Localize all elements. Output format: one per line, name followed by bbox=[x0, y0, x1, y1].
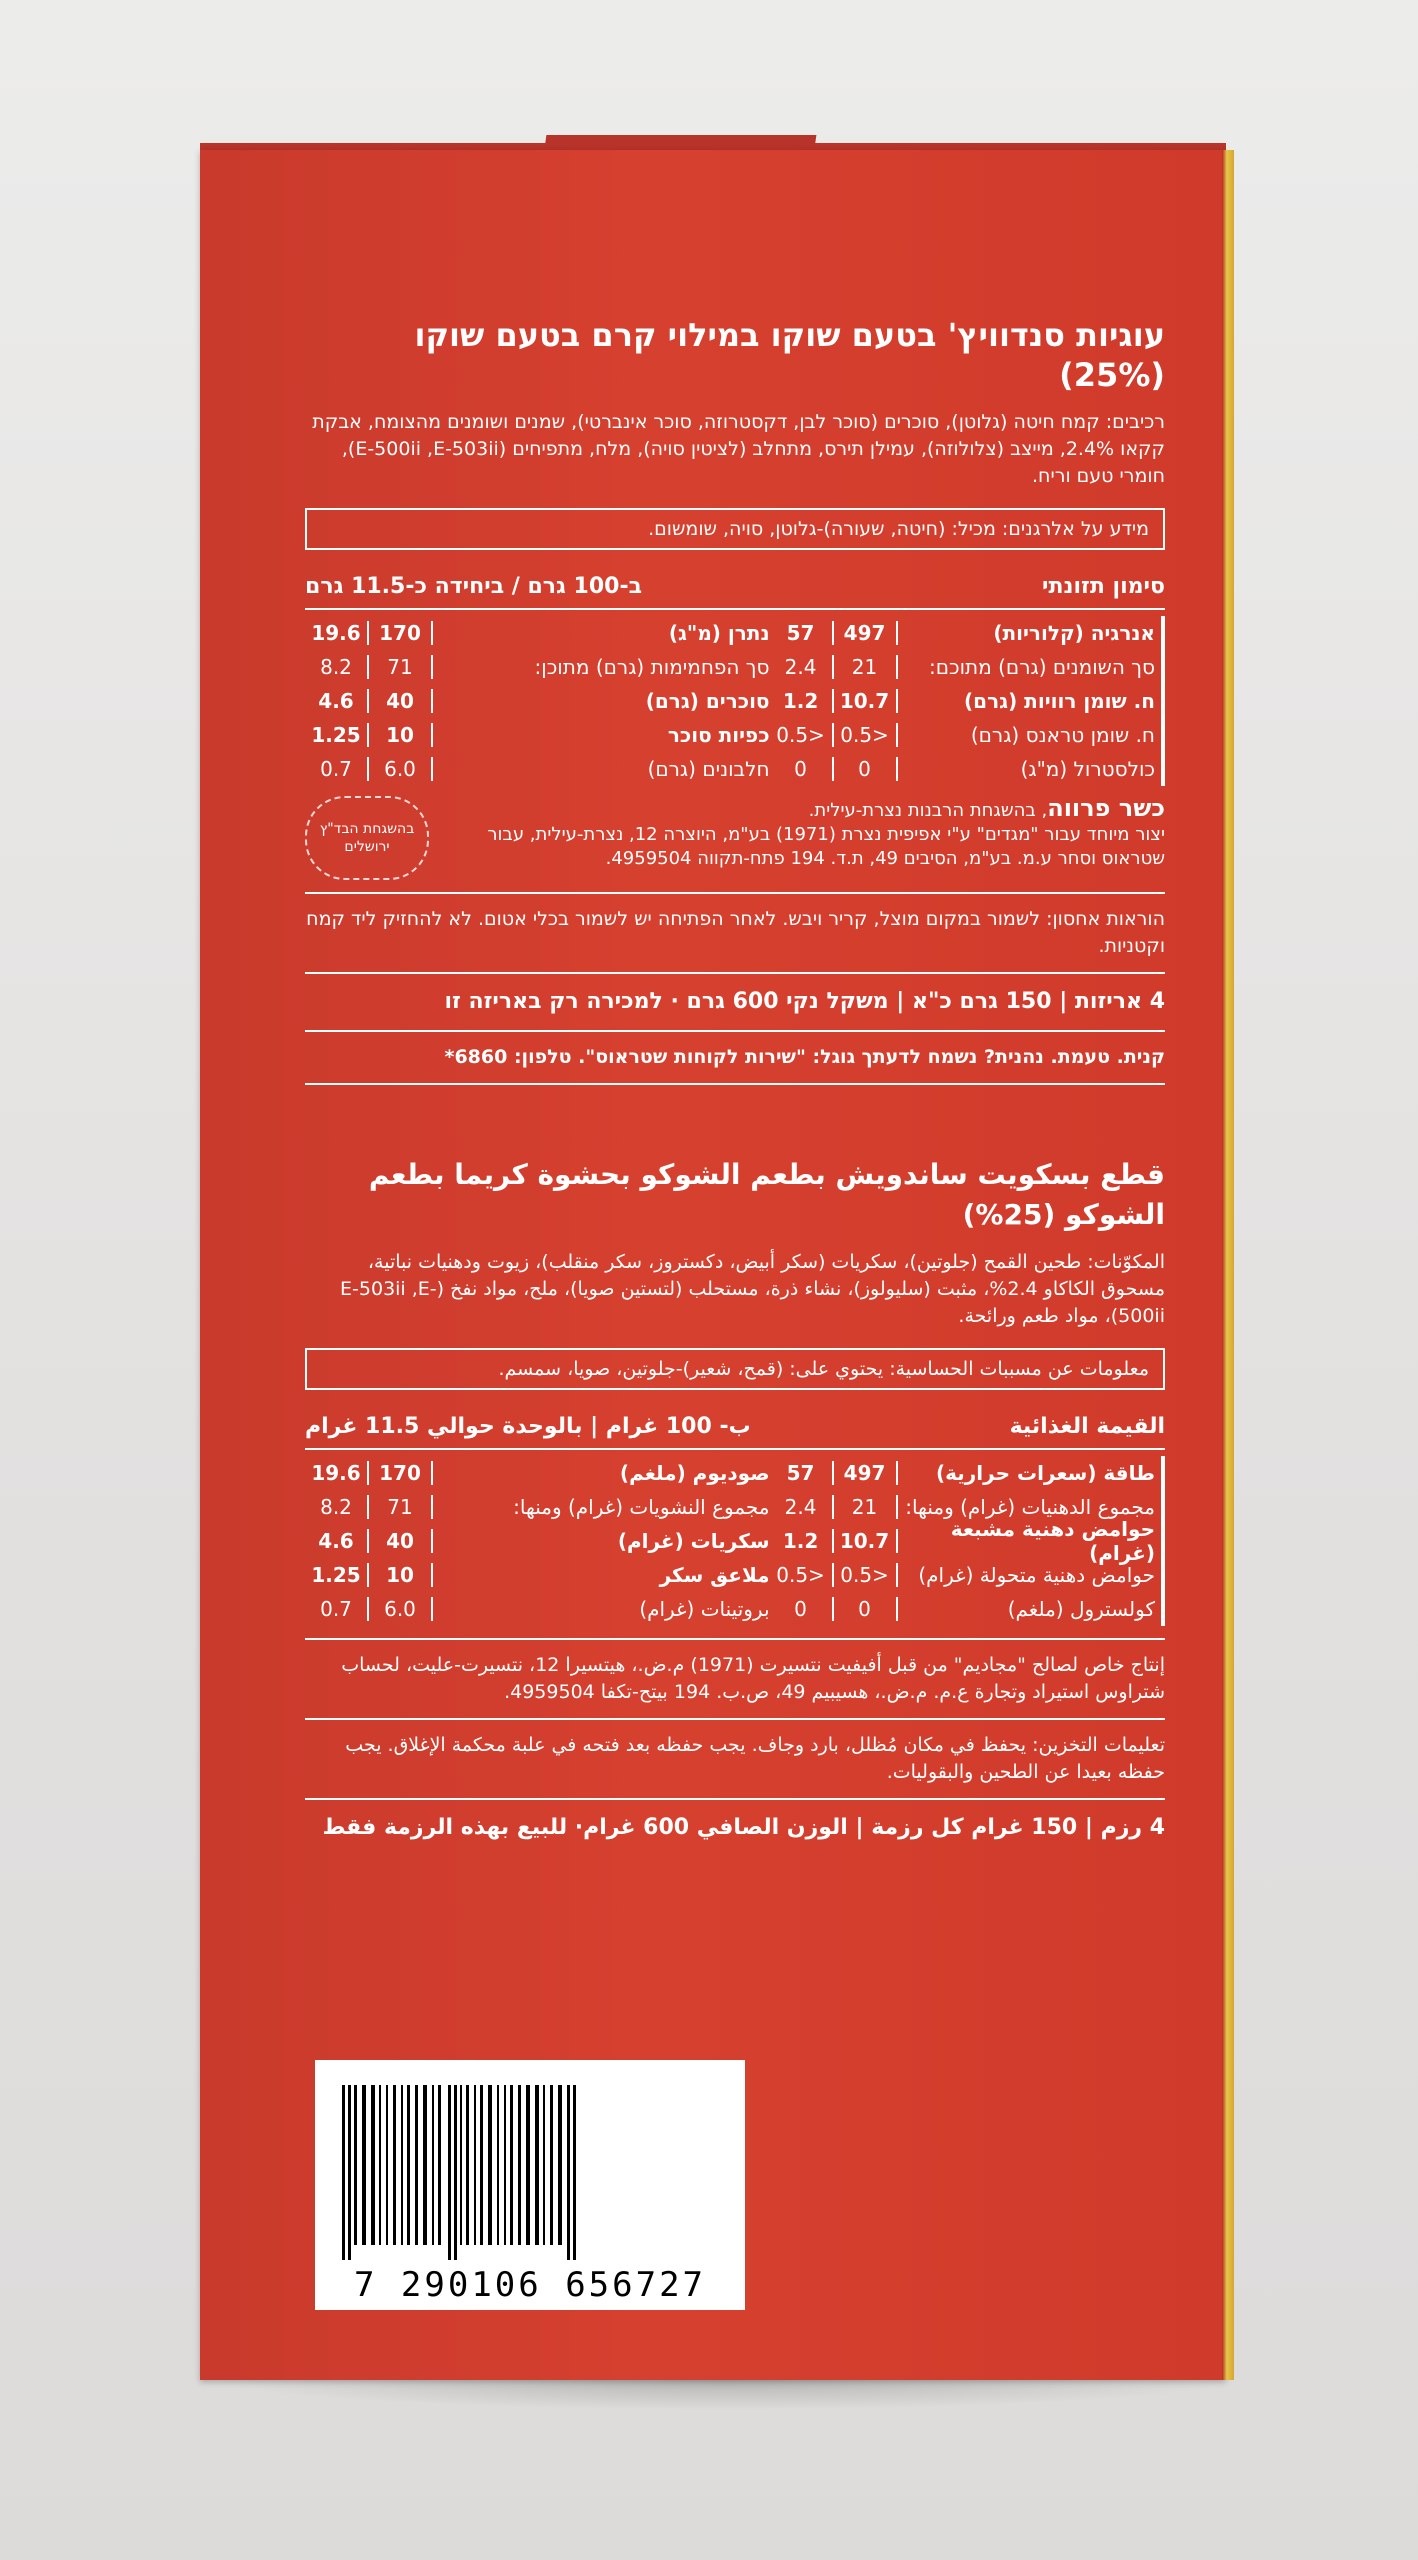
kosher-stamp-icon: בהשגחת הבד"ץ ירושלים bbox=[305, 796, 429, 880]
hebrew-service: קנית. טעמת. נהנית? נשמח לדעתך גוגל: "שירות לקוחות שטראוס". טלפון: 6860* bbox=[444, 1046, 1165, 1068]
barcode bbox=[315, 2060, 745, 2310]
divider bbox=[305, 1638, 1165, 1640]
arabic-storage: تعليمات التخزين: يحفظ في مكان مُظلل، بارد وجاف. يجب حفظه بعد فتحه في علبة محكمة الإغلاق. يجب حفظه بعيدا عن الطحين والبقوليات. bbox=[345, 1734, 1165, 1783]
arabic-title: قطع بسكويت ساندويش بطعم الشوكو بحشوة كريما بطعم الشوكو (25%) bbox=[368, 1158, 1165, 1231]
table-row: אנרגיה (קלוריות) 497 57 bbox=[770, 616, 1155, 650]
hebrew-pack-info: 4 אריזות | 150 גרם כ"א | משקל נקי 600 גרם · למכירה רק באריזה זו bbox=[444, 989, 1165, 1014]
table-row: כולסטרול (מ"ג) 0 0 bbox=[770, 752, 1155, 786]
hebrew-nutrition-right bbox=[770, 616, 1165, 786]
hebrew-nutrition-left bbox=[305, 616, 770, 786]
table-row: כפיות סוכר 10 1.25 bbox=[305, 718, 770, 752]
table-row: سكريات (غرام) 40 4.6 bbox=[305, 1524, 770, 1558]
barcode-number: 7 290106 656727 bbox=[353, 2265, 707, 2305]
arabic-producer: إنتاج خاص لصالح "مجاديم" من قبل أفيفيت نتسيرت (1971) م.ض.، هيتسيرا 12، نتسيرت-عليت، لحساب شتراوس استيراد وتجارة ع.م. م.ض.، هسيبيم 49، ص.ب. 194 بيتح-تكفا 4959504. bbox=[341, 1654, 1165, 1703]
divider bbox=[305, 892, 1165, 894]
table-row: صوديوم (ملغم) 170 19.6 bbox=[305, 1456, 770, 1490]
divider bbox=[305, 1083, 1165, 1085]
table-row: סך השומנים (גרם) מתוכם: 21 2.4 bbox=[770, 650, 1155, 684]
table-row: סוכרים (גרם) 40 4.6 bbox=[305, 684, 770, 718]
arabic-pack-info: 4 رزم | 150 غرام كل رزمة | الوزن الصافي 600 غرام· للبيع بهذه الرزمة فقط bbox=[322, 1815, 1165, 1840]
hebrew-storage: הוראות אחסון: לשמור במקום מוצל, קריר ויבש. לאחר הפתיחה יש לשמור בכלי אטום. לא להחזיק ליד קמח וקטניות. bbox=[306, 908, 1165, 957]
hebrew-title: עוגיות סנדוויץ' בטעם שוקו במילוי קרם בטעם שוקו (25%) bbox=[414, 316, 1165, 394]
hebrew-ingredients: רכיבים: קמח חיטה (גלוטן), סוכרים (סוכר לבן, דקסטרוזה, סוכר אינברטי), שמנים ושומנים מהצומח, אבקת קקאו 2.4%, מייצב (צלולוזה), עמילן תירס, מתחלב (לציטין סויה), מלח, מתפיחים (E-500ii ,E-503ii), חומרי טעם וריח. bbox=[312, 411, 1165, 487]
hebrew-nutrition-title: סימון תזונתי bbox=[1042, 574, 1165, 599]
divider bbox=[305, 1718, 1165, 1720]
label-panel bbox=[305, 315, 1165, 1844]
table-row: ملاعق سكر 10 1.25 bbox=[305, 1558, 770, 1592]
table-row: נתרן (מ"ג) 170 19.6 bbox=[305, 616, 770, 650]
table-row: مجموع الدهنيات (غرام) ومنها: 21 2.4 bbox=[770, 1490, 1155, 1524]
table-row: طاقة (سعرات حرارية) 497 57 bbox=[770, 1456, 1155, 1490]
table-row: ח. שומן רוויות (גרם) 10.7 1.2 bbox=[770, 684, 1155, 718]
table-row: حوامض دهنية متحولة (غرام) <0.5 <0.5 bbox=[770, 1558, 1155, 1592]
arabic-nutrition-units: ب- 100 غرام | بالوحدة حوالي 11.5 غرام bbox=[305, 1414, 751, 1439]
arabic-allergen-box: معلومات عن مسببات الحساسية: يحتوي على: (قمح، شعير)-جلوتين، صويا، سمسم. bbox=[305, 1348, 1165, 1390]
hebrew-nutrition-units: ב-100 גרם / ביחידה כ-11.5 גרם bbox=[305, 574, 643, 599]
arabic-nutrition-table bbox=[305, 1456, 1165, 1626]
divider bbox=[305, 972, 1165, 974]
table-row: حوامض دهنية مشبعة (غرام) 10.7 1.2 bbox=[770, 1524, 1155, 1558]
barcode-bars-icon bbox=[340, 2085, 720, 2260]
hebrew-nutrition-table bbox=[305, 616, 1165, 786]
kosher-title: כשר פרווה bbox=[1047, 794, 1165, 822]
arabic-nutrition-right bbox=[770, 1456, 1165, 1626]
hebrew-producer: יצור מיוחד עבור "מגדים" ע"י אפיפית נצרת (1971) בע"מ, היוצרה 12, נצרת-עילית, עבור שטראוס וסחר ע.מ. בע"מ, הסיבים 49, ת.ד. 194 פתח-תקווה 4959504. bbox=[487, 824, 1165, 869]
arabic-nutrition-left bbox=[305, 1456, 770, 1626]
table-row: ח. שומן טראנס (גרם) <0.5 <0.5 bbox=[770, 718, 1155, 752]
divider bbox=[305, 1798, 1165, 1800]
table-row: بروتينات (غرام) 6.0 0.7 bbox=[305, 1592, 770, 1626]
table-row: مجموع النشويات (غرام) ومنها: 71 8.2 bbox=[305, 1490, 770, 1524]
hebrew-allergen-box: מידע על אלרגנים: מכיל: (חיטה, שעורה)-גלוטן, סויה, שומשום. bbox=[305, 508, 1165, 550]
table-row: חלבונים (גרם) 6.0 0.7 bbox=[305, 752, 770, 786]
arabic-nutrition-header bbox=[305, 1412, 1165, 1450]
kosher-text bbox=[449, 796, 1165, 871]
divider bbox=[305, 1030, 1165, 1032]
kosher-subtitle: , בהשגחת הרבנות נצרת-עילית. bbox=[808, 800, 1048, 821]
hebrew-nutrition-header bbox=[305, 572, 1165, 610]
table-row: סך הפחמימות (גרם) מתוכן: 71 8.2 bbox=[305, 650, 770, 684]
kosher-section bbox=[305, 796, 1165, 880]
table-row: كولسترول (ملغم) 0 0 bbox=[770, 1592, 1155, 1626]
arabic-ingredients: المكوّنات: طحين القمح (جلوتين)، سكريات (سكر أبيض، دكستروز، سكر منقلب)، زيوت ودهنيات نباتية، مسحوق الكاكاو 2.4%، مثبت (سليولوز)، نشاء ذرة، مستحلب (لتستين صويا)، ملح، مواد نفخ (E-503ii ,E-500ii)، مواد طعم ورائحة. bbox=[340, 1251, 1165, 1327]
box-side-edge bbox=[1222, 150, 1234, 2380]
arabic-nutrition-title: القيمة الغذائية bbox=[1009, 1414, 1165, 1439]
